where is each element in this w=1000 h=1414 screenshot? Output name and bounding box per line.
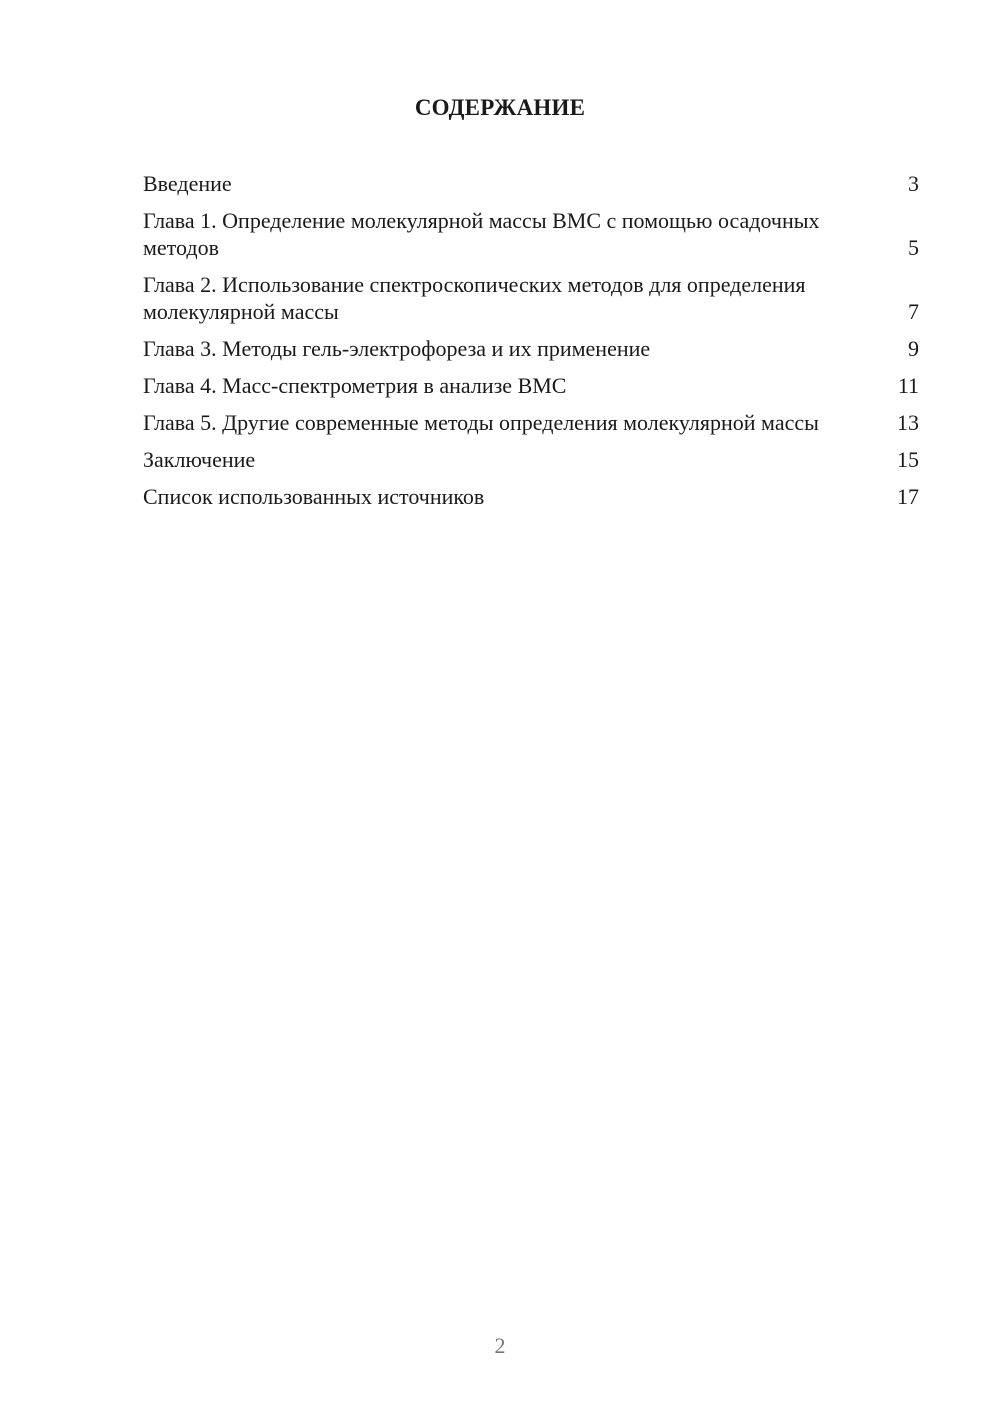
toc-entry-page-number: 11	[897, 373, 919, 398]
toc-entry-label: Введение	[143, 171, 232, 196]
toc-entry-label: Заключение	[143, 447, 256, 472]
toc-entry-page-number: 5	[908, 235, 919, 260]
toc-entry-chapter-2[interactable]	[143, 271, 919, 325]
toc-entry-chapter-4[interactable]	[143, 372, 919, 399]
toc-entry-label: Глава 4. Масс-спектрометрия в анализе ВМС	[143, 373, 567, 398]
toc-entry-label: Глава 5. Другие современные методы определения молекулярной массы	[143, 410, 819, 435]
table-of-contents	[143, 170, 919, 520]
toc-entry-introduction[interactable]	[143, 170, 919, 197]
toc-entry-references[interactable]	[143, 483, 919, 510]
toc-entry-label: Глава 2. Использование спектроскопических методов для определения молекулярной массы	[143, 272, 806, 324]
toc-entry-page-number: 15	[897, 447, 919, 472]
toc-entry-page-number: 17	[897, 484, 919, 509]
toc-entry-conclusion[interactable]	[143, 446, 919, 473]
toc-entry-page-number: 7	[908, 299, 919, 324]
toc-entry-chapter-5[interactable]	[143, 409, 919, 436]
toc-entry-label: Глава 1. Определение молекулярной массы ВМС с помощью осадочных методов	[143, 208, 820, 260]
toc-entry-label: Список использованных источников	[143, 484, 485, 509]
toc-entry-page-number: 3	[908, 171, 919, 196]
toc-entry-page-number: 9	[908, 336, 919, 361]
toc-entry-label: Глава 3. Методы гель-электрофореза и их применение	[143, 336, 651, 361]
toc-entry-chapter-1[interactable]	[143, 207, 919, 261]
toc-entry-chapter-3[interactable]	[143, 335, 919, 362]
toc-entry-page-number: 13	[897, 410, 919, 435]
page-number-footer: 2	[494, 1333, 506, 1358]
page-title: СОДЕРЖАНИЕ	[414, 95, 586, 120]
